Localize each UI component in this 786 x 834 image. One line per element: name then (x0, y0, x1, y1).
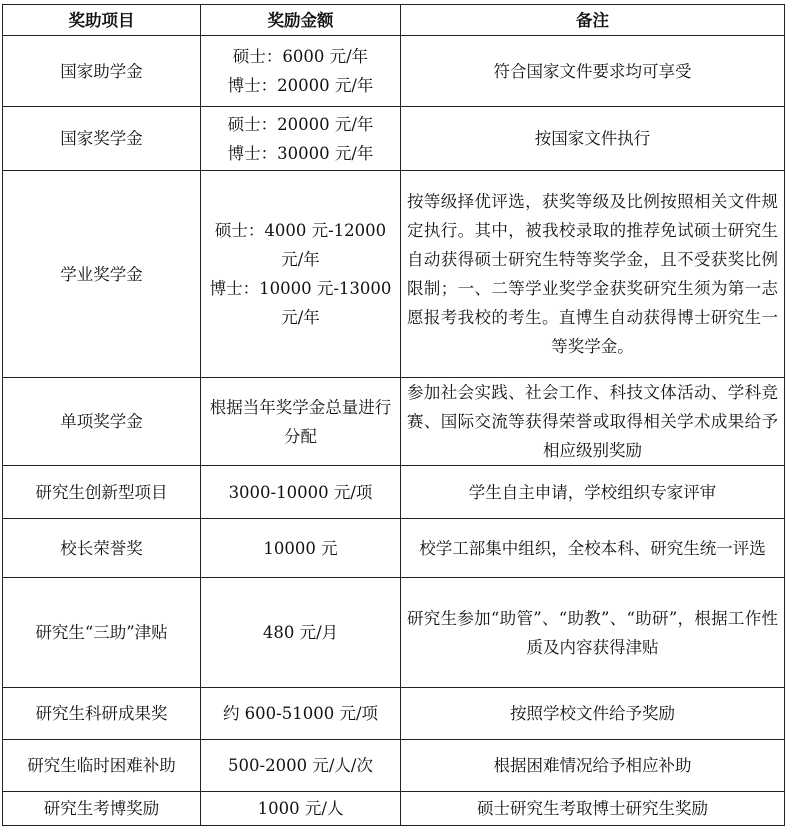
item-cell: 研究生科研成果奖 (3, 688, 201, 740)
amount-cell (201, 466, 401, 519)
amount-line: 根据当年奖学金总量进行分配 (209, 397, 392, 446)
item-cell: 校长荣誉奖 (3, 519, 201, 578)
item-cell: 研究生临时困难补助 (3, 740, 201, 792)
amount-line: 博士：20000 元/年 (227, 76, 374, 95)
note-cell: 校学工部集中组织，全校本科、研究生统一评选 (401, 519, 785, 578)
table-row (3, 578, 785, 688)
item-cell: 单项奖学金 (3, 378, 201, 466)
amount-line: 10000 元 (263, 538, 338, 558)
amount-line: 博士：10000 元-13000 元/年 (209, 279, 392, 327)
amount-line: 1000 元/人 (257, 799, 344, 818)
table-row (3, 171, 785, 378)
amount-line: 硕士：6000 元/年 (232, 47, 369, 66)
amount-cell (201, 740, 401, 792)
amount-cell (201, 688, 401, 740)
table-row (3, 378, 785, 466)
note-cell: 按照学校文件给予奖励 (401, 688, 785, 740)
table-row (3, 36, 785, 107)
note-cell: 研究生参加“助管”、“助教”、“助研”，根据工作性质及内容获得津贴 (401, 578, 785, 688)
amount-cell (201, 378, 401, 466)
amount-cell (201, 578, 401, 688)
note-cell: 按国家文件执行 (401, 107, 785, 171)
note-cell: 参加社会实践、社会工作、科技文体活动、学科竞赛、国际交流等获得荣誉或取得相关学术成果给予相应级别奖励 (401, 378, 785, 466)
amount-cell (201, 107, 401, 171)
header-note: 备注 (401, 5, 785, 36)
item-cell: 研究生“三助”津贴 (3, 578, 201, 688)
note-cell: 符合国家文件要求均可享受 (401, 36, 785, 107)
amount-line: 硕士：4000 元-12000 元/年 (214, 221, 387, 269)
item-cell: 研究生考博奖励 (3, 792, 201, 826)
amount-cell (201, 792, 401, 826)
table-row (3, 740, 785, 792)
amount-line: 3000-10000 元/项 (228, 482, 373, 502)
table-row (3, 466, 785, 519)
item-cell: 国家奖学金 (3, 107, 201, 171)
note-cell: 学生自主申请，学校组织专家评审 (401, 466, 785, 519)
item-cell: 研究生创新型项目 (3, 466, 201, 519)
item-cell: 国家助学金 (3, 36, 201, 107)
header-amount: 奖励金额 (201, 5, 401, 36)
note-cell: 根据困难情况给予相应补助 (401, 740, 785, 792)
amount-line: 480 元/月 (262, 623, 339, 642)
amount-line: 博士：30000 元/年 (227, 143, 374, 163)
note-cell: 按等级择优评选，获奖等级及比例按照相关文件规定执行。其中，被我校录取的推荐免试硕士研究生自动获得硕士研究生特等奖学金，且不受获奖比例限制；一、二等学业奖学金获奖研究生须为第一志愿报考我校的考生。直博生自动获得博士研究生一等奖学金。 (401, 171, 785, 378)
amount-cell (201, 36, 401, 107)
table-row (3, 107, 785, 171)
amount-cell (201, 171, 401, 378)
header-row (3, 5, 785, 36)
table-row (3, 519, 785, 578)
note-cell: 硕士研究生考取博士研究生奖励 (401, 792, 785, 826)
item-cell: 学业奖学金 (3, 171, 201, 378)
amount-cell (201, 519, 401, 578)
scholarship-table (2, 4, 785, 826)
amount-line: 约 600-51000 元/项 (222, 704, 379, 723)
amount-line: 硕士：20000 元/年 (227, 114, 374, 134)
table-row (3, 792, 785, 826)
table-row (3, 688, 785, 740)
amount-line: 500-2000 元/人/次 (228, 756, 373, 775)
header-item: 奖助项目 (3, 5, 201, 36)
